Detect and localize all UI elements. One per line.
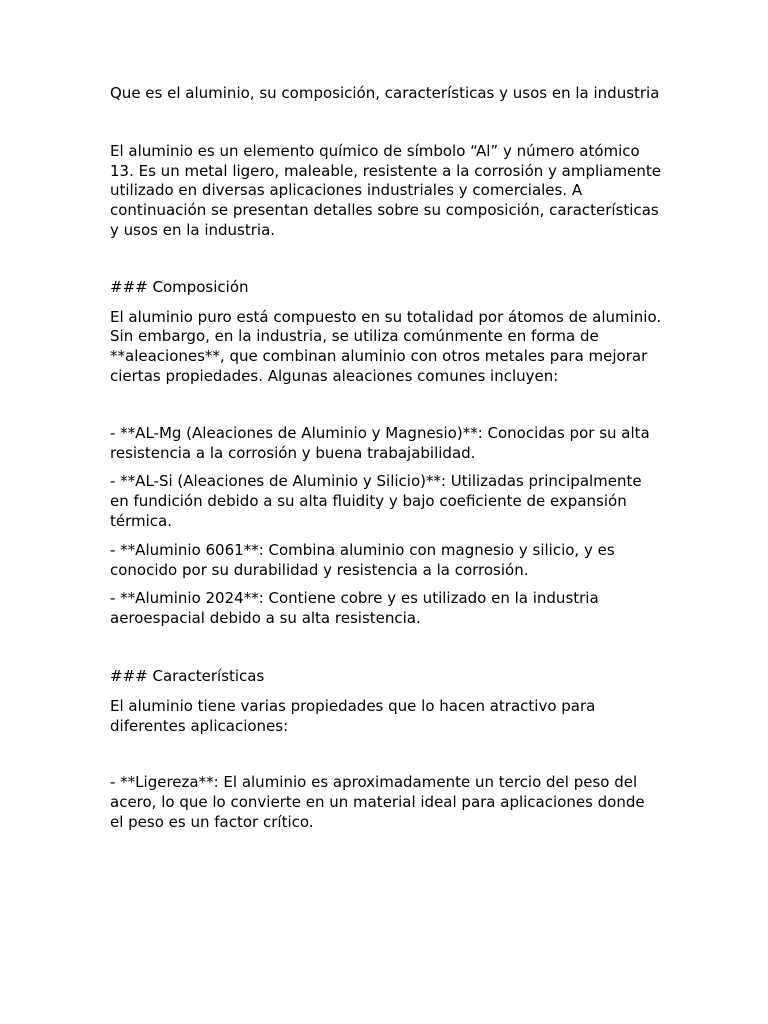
list-item-aluminio-2024: - **Aluminio 2024**: Contiene cobre y es utilizado en la industria aeroespacial debido a su alta resistencia.	[110, 589, 599, 628]
list-item-aluminio-6061: - **Aluminio 6061**: Combina aluminio con magnesio y silicio, y es conocido por su durabilidad y resistencia a la corrosión.	[110, 540, 615, 579]
list-item-al-mg: - **AL-Mg (Aleaciones de Aluminio y Magnesio)**: Conocidas por su alta resistencia a la corrosión y buena trabajabilidad.	[110, 423, 650, 462]
intro-paragraph: El aluminio es un elemento químico de símbolo “Al” y número atómico 13. Es un metal ligero, maleable, resistente a la corrosión y ampliamente utilizado en diversas aplicaciones industriales y comerciales. A continuación se presentan detalles sobre su composición, características y usos en la industria.	[110, 141, 661, 239]
composition-heading: ### Composición	[110, 277, 249, 296]
list-item-al-si: - **AL-Si (Aleaciones de Aluminio y Silicio)**: Utilizadas principalmente en fundición debido a su alta fluidity y bajo coeficiente de expansión térmica.	[110, 472, 642, 530]
document-title: Que es el aluminio, su composición, características y usos en la industria	[110, 84, 660, 102]
composition-paragraph: El aluminio puro está compuesto en su totalidad por átomos de aluminio. Sin embargo, en la industria, se utiliza comúnmente en forma de **aleaciones**, que combinan aluminio con otros metales para mejorar ciertas propiedades. Algunas aleaciones comunes incluyen:	[110, 307, 662, 385]
list-item-ligereza: - **Ligereza**: El aluminio es aproximadamente un tercio del peso del acero, lo que lo convierte en un material ideal para aplicaciones donde el peso es un factor crítico.	[110, 773, 645, 831]
document-page	[110, 84, 662, 842]
characteristics-paragraph: El aluminio tiene varias propiedades que lo hacen atractivo para diferentes aplicaciones:	[110, 696, 596, 735]
characteristics-heading: ### Características	[110, 666, 265, 685]
